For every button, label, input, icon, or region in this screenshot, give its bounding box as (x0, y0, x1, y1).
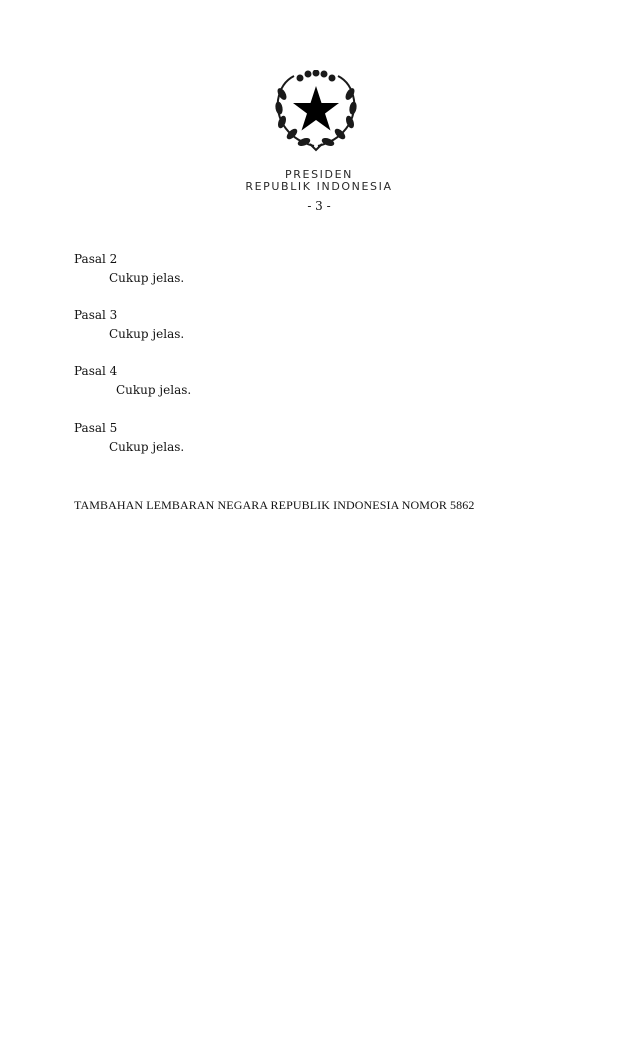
pasal-body: Cukup jelas. (109, 271, 185, 285)
pasal-body: Cukup jelas. (109, 327, 185, 341)
pasal-title: Pasal 5 (74, 421, 118, 435)
pasal-body: Cukup jelas. (116, 383, 192, 397)
gazette-supplement-note: TAMBAHAN LEMBARAN NEGARA REPUBLIK INDONESIA NOMOR 5862 (74, 498, 475, 512)
pasal-section (74, 250, 184, 288)
pasal-title: Pasal 3 (74, 308, 118, 322)
pasal-title: Pasal 2 (74, 252, 118, 266)
pasal-title: Pasal 4 (74, 364, 118, 378)
header-president: PRESIDEN (285, 168, 353, 181)
pasal-section (74, 306, 184, 344)
pasal-section (74, 362, 191, 400)
page-number: - 3 - (307, 199, 331, 213)
header-republic: REPUBLIK INDONESIA (245, 180, 393, 193)
presidential-emblem-icon (270, 70, 362, 152)
pasal-section (74, 419, 184, 457)
pasal-body: Cukup jelas. (109, 440, 185, 454)
